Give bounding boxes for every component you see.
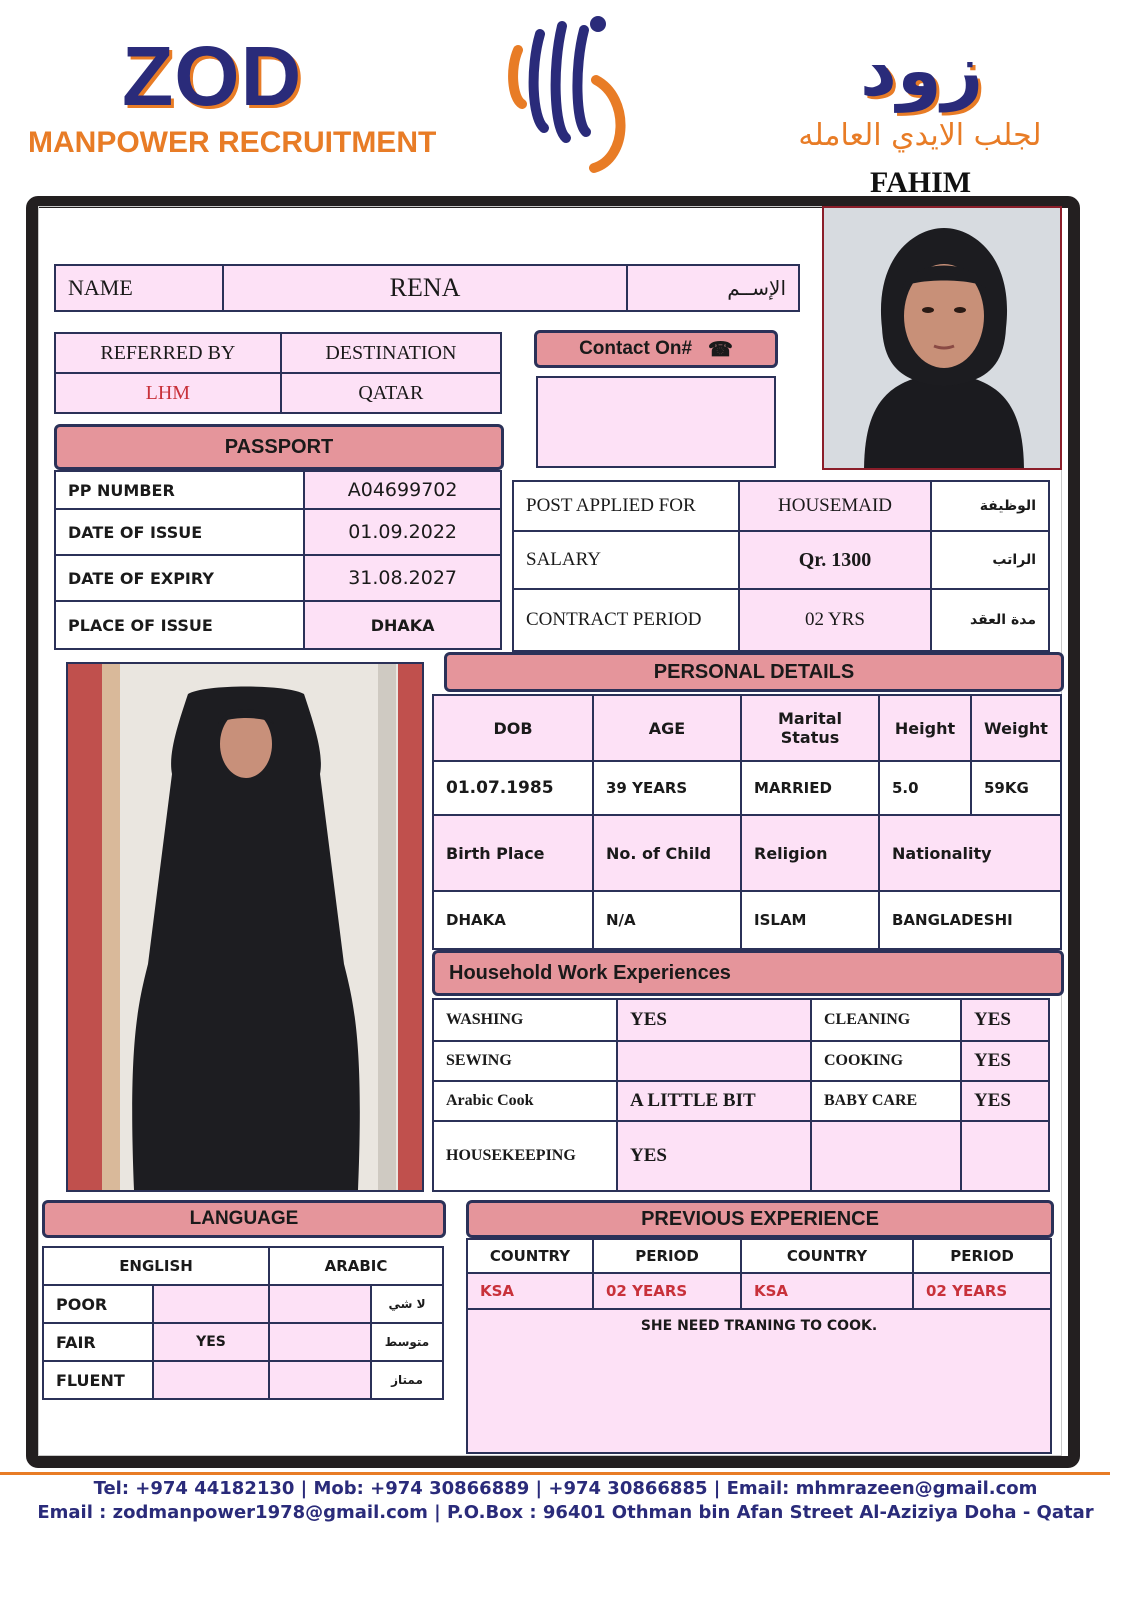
- agent-name: FAHIM: [870, 166, 972, 199]
- name-label-arabic: الإســم: [627, 265, 799, 311]
- period-value-1: 02 YEARS: [593, 1273, 741, 1309]
- contact-header: [534, 330, 778, 368]
- household-title: Household Work Experiences: [449, 961, 731, 984]
- washing-label: WASHING: [433, 999, 617, 1041]
- age-value: 39 YEARS: [593, 761, 741, 815]
- referral-table: [54, 332, 502, 414]
- weight-header: Weight: [971, 695, 1061, 761]
- cooking-value: YES: [961, 1041, 1049, 1081]
- date-of-issue-value: 01.09.2022: [304, 509, 501, 555]
- name-table: [54, 264, 800, 312]
- personal-details-header: [444, 652, 1064, 692]
- period-value-2: 02 YEARS: [913, 1273, 1051, 1309]
- arabic-cook-value: A LITTLE BIT: [617, 1081, 811, 1121]
- marital-status-value: MARRIED: [741, 761, 879, 815]
- contract-period-label-arabic: مدة العقد: [931, 589, 1049, 651]
- height-value: 5.0: [879, 761, 971, 815]
- fair-arabic-value: [269, 1323, 371, 1361]
- contract-period-value: 02 YRS: [739, 589, 931, 651]
- poor-arabic-value: [269, 1285, 371, 1323]
- fair-english-value: YES: [153, 1323, 269, 1361]
- nationality-value: BANGLADESHI: [879, 891, 1061, 949]
- brand-logo-arabic: زود: [860, 28, 984, 112]
- birth-place-header: Birth Place: [433, 815, 593, 891]
- previous-experience-table: [466, 1238, 1052, 1454]
- period-header-2: PERIOD: [913, 1239, 1051, 1273]
- post-applied-label-arabic: الوظيفة: [931, 481, 1049, 531]
- date-of-expiry-label: DATE OF EXPIRY: [55, 555, 304, 601]
- nationality-header: Nationality: [879, 815, 1061, 891]
- date-of-issue-label: DATE OF ISSUE: [55, 509, 304, 555]
- height-header: Height: [879, 695, 971, 761]
- birth-place-value: DHAKA: [433, 891, 593, 949]
- referred-by-value: LHM: [55, 373, 281, 413]
- poor-english-value: [153, 1285, 269, 1323]
- language-title: LANGUAGE: [189, 1208, 299, 1229]
- brand-logo-icon: [500, 8, 640, 178]
- footer-rule: [0, 1472, 1110, 1475]
- housekeeping-value: YES: [617, 1121, 811, 1191]
- destination-value: QATAR: [281, 373, 501, 413]
- place-of-issue-label: PLACE OF ISSUE: [55, 601, 304, 649]
- country-value-2: KSA: [741, 1273, 913, 1309]
- religion-header: Religion: [741, 815, 879, 891]
- previous-experience-header: [466, 1200, 1054, 1238]
- full-body-photo: [66, 662, 424, 1192]
- cleaning-label: CLEANING: [811, 999, 961, 1041]
- portrait-photo: [822, 206, 1062, 470]
- passport-title: PASSPORT: [224, 435, 334, 458]
- salary-label-arabic: الراتب: [931, 531, 1049, 589]
- post-applied-label: POST APPLIED FOR: [513, 481, 739, 531]
- dob-value: 01.07.1985: [433, 761, 593, 815]
- country-header-1: COUNTRY: [467, 1239, 593, 1273]
- contract-period-label: CONTRACT PERIOD: [513, 589, 739, 651]
- language-table: [42, 1246, 444, 1400]
- household-table: [432, 998, 1050, 1192]
- place-of-issue-value: DHAKA: [304, 601, 501, 649]
- no-of-child-value: N/A: [593, 891, 741, 949]
- salary-value: Qr. 1300: [739, 531, 931, 589]
- country-header-2: COUNTRY: [741, 1239, 913, 1273]
- arabic-cook-label: Arabic Cook: [433, 1081, 617, 1121]
- previous-experience-title: PREVIOUS EXPERIENCE: [641, 1207, 879, 1230]
- footer-line-2: Email : zodmanpower1978@gmail.com | P.O.Box : 96401 Othman bin Afan Street Al-Aziziya Doha - Qatar: [37, 1502, 1094, 1523]
- job-table: [512, 480, 1050, 652]
- baby-care-value: YES: [961, 1081, 1049, 1121]
- destination-label: DESTINATION: [281, 333, 501, 373]
- arabic-header: ARABIC: [269, 1247, 443, 1285]
- poor-label: POOR: [43, 1285, 153, 1323]
- dob-header: DOB: [433, 695, 593, 761]
- fluent-arabic-value: [269, 1361, 371, 1399]
- religion-value: ISLAM: [741, 891, 879, 949]
- fair-label: FAIR: [43, 1323, 153, 1361]
- weight-value: 59KG: [971, 761, 1061, 815]
- country-value-1: KSA: [467, 1273, 593, 1309]
- marital-status-header: Marital Status: [741, 695, 879, 761]
- fluent-arabic-label: ممتاز: [371, 1361, 443, 1399]
- cleaning-value: YES: [961, 999, 1049, 1041]
- footer-line-1: Tel: +974 44182130 | Mob: +974 30866889 | +974 30866885 | Email: mhmrazeen@gmail.com: [93, 1478, 1038, 1499]
- personal-details-table: [432, 694, 1062, 950]
- brand-subtitle: MANPOWER RECRUITMENT: [28, 126, 437, 159]
- housekeeping-label: HOUSEKEEPING: [433, 1121, 617, 1191]
- brand-subtitle-arabic: لجلب الايدي العامله: [798, 118, 1042, 153]
- language-header: [42, 1200, 446, 1238]
- name-value: RENA: [223, 265, 627, 311]
- referred-by-label: REFERRED BY: [55, 333, 281, 373]
- fluent-english-value: [153, 1361, 269, 1399]
- passport-table: [54, 470, 502, 650]
- full-body-illustration: [68, 664, 422, 1190]
- empty-label-cell: [811, 1121, 961, 1191]
- passport-header: [54, 424, 504, 470]
- date-of-expiry-value: 31.08.2027: [304, 555, 501, 601]
- personal-details-title: PERSONAL DETAILS: [653, 660, 855, 683]
- english-header: ENGLISH: [43, 1247, 269, 1285]
- pp-number-value: A04699702: [304, 471, 501, 509]
- pp-number-label: PP NUMBER: [55, 471, 304, 509]
- portrait-illustration: [824, 208, 1062, 470]
- contact-label: Contact On#: [579, 338, 693, 359]
- cooking-label: COOKING: [811, 1041, 961, 1081]
- washing-value: YES: [617, 999, 811, 1041]
- age-header: AGE: [593, 695, 741, 761]
- baby-care-label: BABY CARE: [811, 1081, 961, 1121]
- telephone-icon: ☎: [708, 338, 733, 361]
- name-label: NAME: [55, 265, 223, 311]
- contact-value-box: [536, 376, 776, 468]
- sewing-label: SEWING: [433, 1041, 617, 1081]
- empty-value-cell: [961, 1121, 1049, 1191]
- experience-note: SHE NEED TRANING TO COOK.: [467, 1309, 1051, 1453]
- salary-label: SALARY: [513, 531, 739, 589]
- fluent-label: FLUENT: [43, 1361, 153, 1399]
- fair-arabic-label: متوسط: [371, 1323, 443, 1361]
- poor-arabic-label: لا شي: [371, 1285, 443, 1323]
- brand-logo-text: ZOD: [122, 29, 303, 123]
- post-applied-value: HOUSEMAID: [739, 481, 931, 531]
- no-of-child-header: No. of Child: [593, 815, 741, 891]
- household-header: [432, 950, 1064, 996]
- sewing-value: [617, 1041, 811, 1081]
- period-header-1: PERIOD: [593, 1239, 741, 1273]
